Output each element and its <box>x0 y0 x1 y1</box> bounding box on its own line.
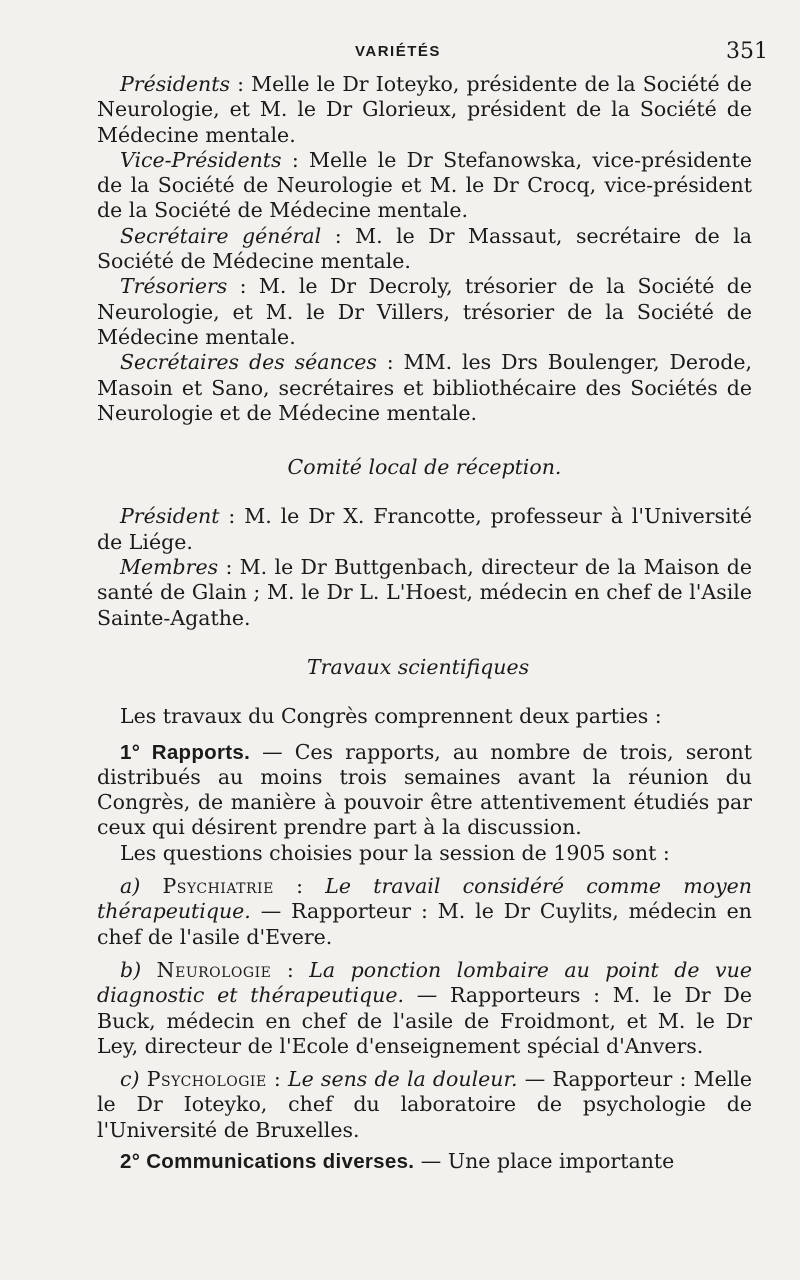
officer-text: : Melle le Dr Ioteyko, présidente de la Société de Neurologie, et M. le Dr Glorieux, président de la Société de Médecine mentale. <box>97 72 752 147</box>
officer-role: Secrétaire général <box>120 223 322 248</box>
officer-paragraph <box>97 274 752 350</box>
officer-paragraph <box>97 224 752 275</box>
officer-role: Présidents <box>120 72 231 96</box>
officer-role: Trésoriers <box>120 274 228 299</box>
communications-label: 2° Communications diverses. <box>120 1149 415 1173</box>
question-title: Le sens de la douleur. <box>287 1067 518 1092</box>
running-title: VARIÉTÉS <box>355 43 441 60</box>
question-field: Psychologie <box>146 1067 267 1092</box>
question-paragraph: c) Psychologie : Le sens de la douleur. — Rapporteur : Melle le Dr Ioteyko, chef du laboratoire de psychologie de l'Université de Bruxelles. <box>97 1067 752 1142</box>
officer-paragraph <box>97 72 752 148</box>
question-letter: c) <box>120 1067 140 1092</box>
committee-text: : M. le Dr X. Francotte, professeur à l'Université de Liége. <box>97 504 752 554</box>
question-title: Le travail considéré comme moyen thérapeutique. <box>97 874 752 924</box>
rapports-paragraph <box>97 740 752 841</box>
officer-text: : M. le Dr Massaut, secrétaire de la Société de Médecine mentale. <box>97 223 752 274</box>
committee-heading: Comité local de réception. <box>287 455 562 480</box>
officer-role: Secrétaires des séances <box>120 350 377 375</box>
officer-role: Vice-Présidents <box>120 147 282 172</box>
page-body <box>97 72 752 1174</box>
question-field: Neurologie <box>156 957 272 982</box>
officer-paragraph <box>97 350 752 426</box>
running-head <box>0 39 800 64</box>
question-text: — Rapporteurs : M. le Dr De Buck, médecin en chef de l'asile de Froidmont, et M. le Dr Ley, directeur de l'Ecole d'enseignement spécial d'Anvers. <box>97 983 752 1058</box>
question-paragraph: a) Psychiatrie : Le travail considéré comme moyen thérapeutique. — Rapporteur : M. le Dr Cuylits, médecin en chef de l'asile d'Evere. <box>97 874 752 949</box>
communications-paragraph <box>97 1149 752 1174</box>
works-heading: Travaux scientifiques <box>307 654 530 679</box>
committee-paragraph <box>97 504 752 555</box>
officer-paragraph <box>97 148 752 224</box>
works-intro: Les travaux du Congrès comprennent deux parties : <box>120 704 662 729</box>
officer-text: : M. le Dr Decroly, trésorier de la Société de Neurologie, et M. le Dr Villers, trésorier de la Société de Médecine mentale. <box>97 274 752 349</box>
question-text: — Rapporteur : Melle le Dr Ioteyko, chef du laboratoire de psychologie de l'Université de Bruxelles. <box>97 1067 752 1142</box>
page-number: 351 <box>726 39 768 64</box>
question-text: — Rapporteur : M. le Dr Cuylits, médecin en chef de l'asile d'Evere. <box>97 899 752 949</box>
question-letter: b) <box>120 957 142 982</box>
committee-role: Président <box>120 504 220 529</box>
officer-text: : MM. les Drs Boulenger, Derode, Masoin et Sano, secrétaires et bibliothécaire des Sociétés de Neurologie et de Médecine mentale. <box>97 350 752 425</box>
committee-text: : M. le Dr Buttgenbach, directeur de la Maison de santé de Glain ; M. le Dr L. L'Hoest, médecin en chef de l'Asile Sainte-Agathe. <box>97 555 752 630</box>
questions-intro: Les questions choisies pour la session de 1905 sont : <box>120 840 670 865</box>
committee-role: Membres <box>120 555 219 580</box>
question-letter: a) <box>120 874 141 899</box>
rapports-label: 1° Rapports. <box>120 740 251 764</box>
rapports-text: — Ces rapports, au nombre de trois, seront distribués au moins trois semaines avant la réunion du Congrès, de manière à pouvoir être attentivement étudiés par ceux qui désirent prendre part à la discussion. <box>97 739 752 840</box>
question-title: La ponction lombaire au point de vue diagnostic et thérapeutique. <box>97 957 752 1008</box>
question-paragraph: b) Neurologie : La ponction lombaire au point de vue diagnostic et thérapeutique. — Rapporteurs : M. le Dr De Buck, médecin en chef de l'asile de Froidmont, et M. le Dr Ley, directeur de l'Ecole d'enseignement spécial d'Anvers. <box>97 957 752 1058</box>
committee-paragraph <box>97 555 752 631</box>
officer-text: : Melle le Dr Stefanowska, vice-présidente de la Société de Neurologie et M. le Dr Crocq, vice-président de la Société de Médecine mentale. <box>97 147 752 223</box>
communications-text: — Une place importante <box>414 1148 675 1173</box>
question-field: Psychiatrie <box>162 874 274 899</box>
